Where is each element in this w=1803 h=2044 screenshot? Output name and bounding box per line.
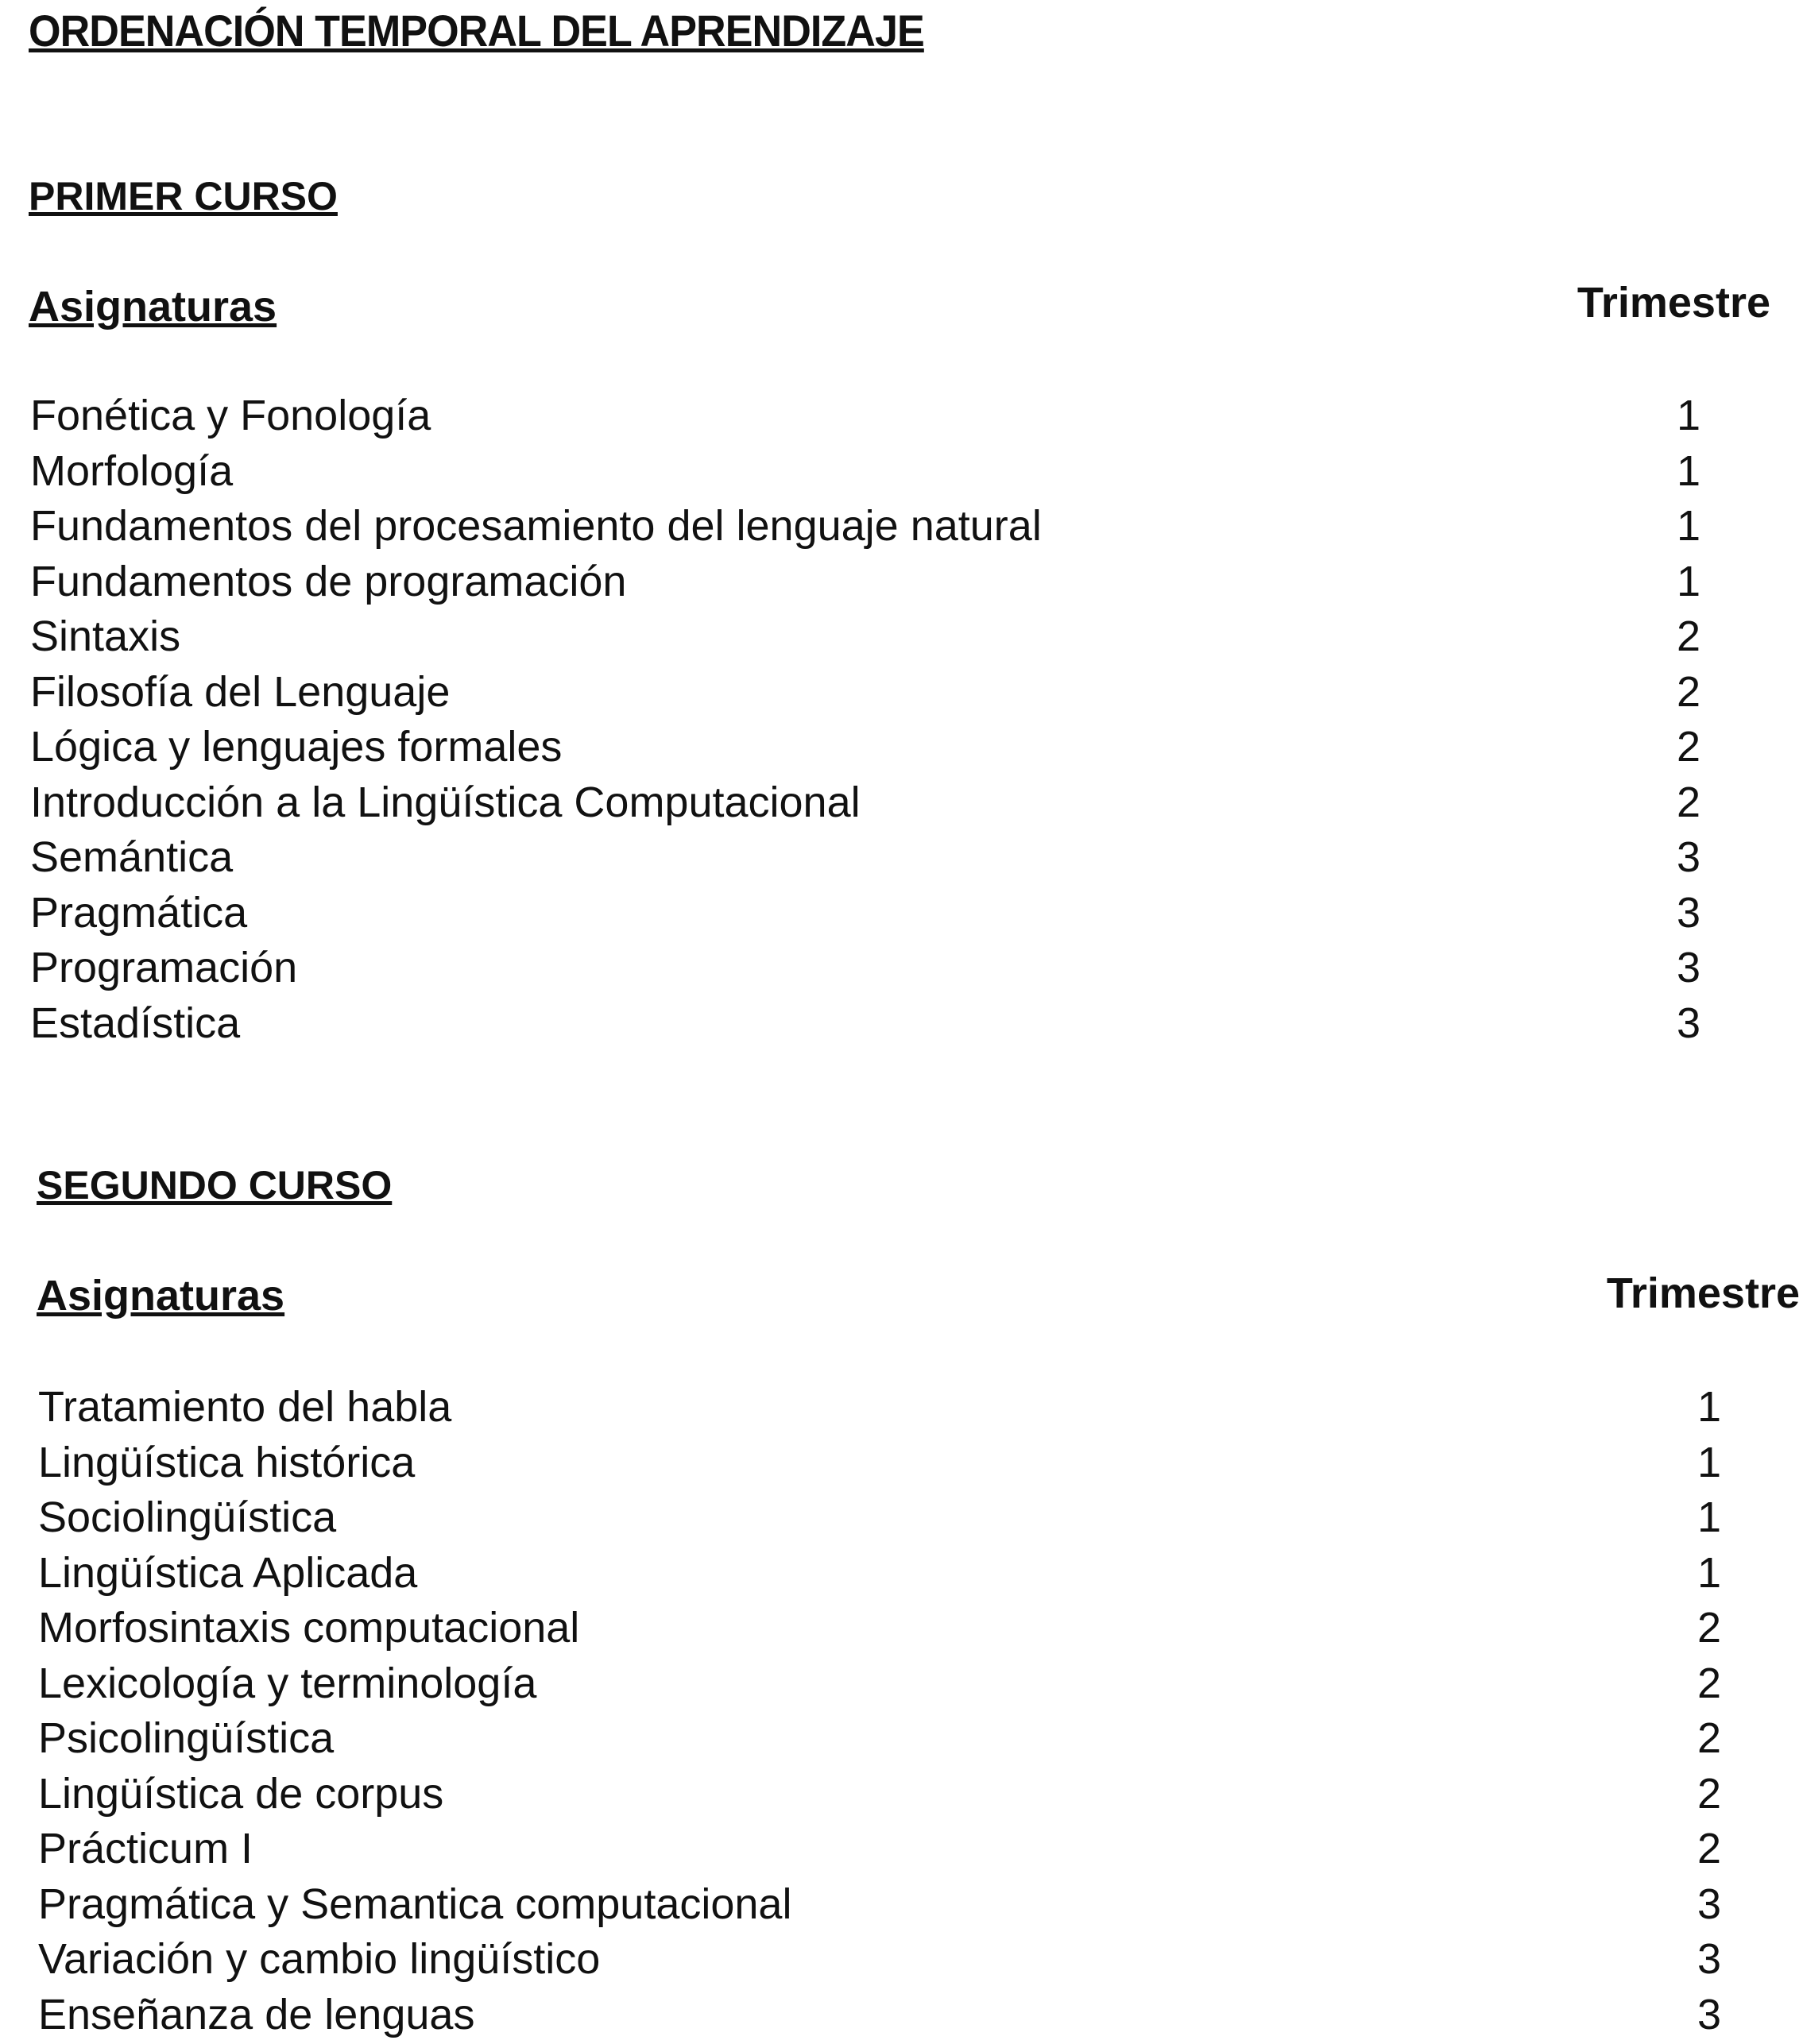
subject-name: Introducción a la Lingüística Computacional — [30, 778, 861, 826]
subject-name: Morfología — [30, 446, 234, 495]
table-row — [30, 499, 1712, 554]
page-title: ORDENACIÓN TEMPORAL DEL APRENDIZAJE — [29, 6, 924, 56]
table-row — [38, 1490, 1733, 1546]
term-number: 3 — [1676, 999, 1701, 1047]
term-number: 2 — [1697, 1604, 1722, 1652]
term-number: 2 — [1697, 1769, 1722, 1818]
subject-name: Lingüística histórica — [38, 1438, 416, 1486]
table-row — [38, 1877, 1733, 1933]
table-row — [30, 388, 1712, 444]
term-number: 2 — [1676, 612, 1701, 660]
subject-name: Sintaxis — [30, 612, 181, 660]
term-number: 2 — [1697, 1659, 1722, 1707]
table-row — [30, 941, 1712, 996]
subject-name: Variación y cambio lingüístico — [38, 1935, 601, 1983]
term-column-header: Trimestre — [1577, 279, 1770, 326]
subject-name: Fundamentos de programación — [30, 557, 627, 605]
subject-name: Prácticum I — [38, 1825, 253, 1872]
subjects-column-header: Asignaturas — [37, 1272, 285, 1320]
subject-name: Morfosintaxis computacional — [38, 1604, 580, 1652]
table-row — [30, 665, 1712, 721]
term-number: 2 — [1676, 778, 1701, 826]
subjects-table-first — [30, 388, 1712, 1051]
subject-name: Estadística — [30, 999, 241, 1047]
subject-name: Fonética y Fonología — [30, 392, 431, 439]
subject-name: Semántica — [30, 833, 234, 881]
table-row — [30, 996, 1712, 1052]
table-row — [38, 1435, 1733, 1491]
table-row — [38, 1601, 1733, 1656]
table-row — [38, 1988, 1733, 2043]
course-heading-second: SEGUNDO CURSO — [37, 1163, 393, 1207]
table-row — [30, 554, 1712, 610]
subjects-table-second — [38, 1380, 1733, 2042]
term-number: 3 — [1697, 1990, 1722, 2038]
table-row — [38, 1822, 1733, 1877]
subject-name: Fundamentos del procesamiento del lenguaje natural — [30, 502, 1042, 550]
term-number: 3 — [1697, 1935, 1722, 1983]
term-column-header: Trimestre — [1606, 1269, 1800, 1317]
term-number: 2 — [1697, 1825, 1722, 1872]
subject-name: Lógica y lenguajes formales — [30, 723, 563, 771]
table-row — [38, 1546, 1733, 1602]
table-row — [38, 1380, 1733, 1435]
table-row — [30, 775, 1712, 831]
term-number: 1 — [1697, 1548, 1722, 1597]
subjects-column-header: Asignaturas — [29, 283, 277, 330]
table-row — [30, 444, 1712, 500]
term-number: 3 — [1676, 888, 1701, 937]
term-number: 3 — [1697, 1880, 1722, 1928]
table-row — [38, 1932, 1733, 1988]
subject-name: Lexicología y terminología — [38, 1659, 537, 1707]
course-heading-first: PRIMER CURSO — [29, 174, 338, 218]
subject-name: Sociolingüística — [38, 1493, 337, 1541]
term-number: 1 — [1676, 446, 1701, 495]
table-row — [30, 609, 1712, 665]
term-number: 1 — [1697, 1493, 1722, 1541]
subject-name: Psicolingüística — [38, 1714, 335, 1762]
table-row — [38, 1767, 1733, 1822]
term-number: 2 — [1676, 667, 1701, 716]
subject-name: Lingüística Aplicada — [38, 1548, 418, 1597]
subject-name: Tratamiento del habla — [38, 1383, 452, 1431]
subject-name: Filosofía del Lenguaje — [30, 667, 451, 716]
table-row — [38, 1711, 1733, 1767]
subject-name: Enseñanza de lenguas — [38, 1990, 475, 2038]
term-number: 1 — [1697, 1438, 1722, 1486]
subject-name: Pragmática y Semantica computacional — [38, 1880, 792, 1928]
subject-name: Programación — [30, 944, 298, 991]
term-number: 2 — [1697, 1714, 1722, 1762]
subject-name: Lingüística de corpus — [38, 1769, 444, 1818]
term-number: 3 — [1676, 833, 1701, 881]
term-number: 1 — [1676, 502, 1701, 550]
term-number: 2 — [1676, 723, 1701, 771]
table-row — [30, 720, 1712, 775]
subject-name: Pragmática — [30, 888, 248, 937]
term-number: 1 — [1676, 392, 1701, 439]
term-number: 1 — [1676, 557, 1701, 605]
term-number: 3 — [1676, 944, 1701, 991]
term-number: 1 — [1697, 1383, 1722, 1431]
table-row — [30, 830, 1712, 886]
table-row — [30, 886, 1712, 941]
table-row — [38, 1656, 1733, 1712]
